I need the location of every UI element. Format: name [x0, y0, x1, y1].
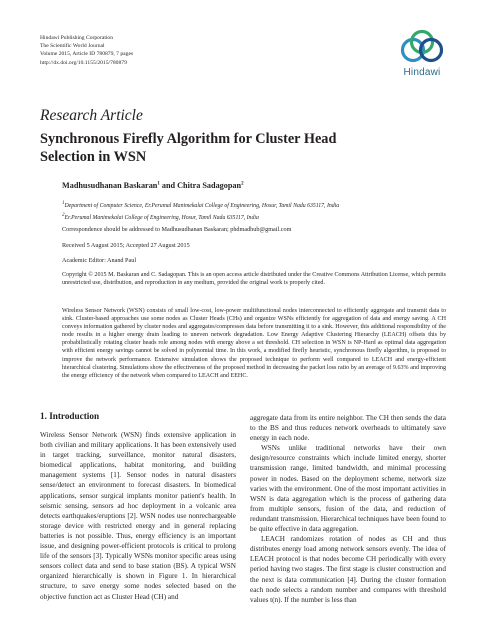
- academic-editor: Academic Editor: Anand Paul: [62, 257, 137, 264]
- body-paragraph: Wireless Sensor Network (WSN) finds extensive application in both civilian and military applications. It has been extensively used in target tracking, surveillance, monitor natural disasters, biomedical applications, habitat monitoring, and building management systems [1]. Sensor nodes in natural disasters sense/detect an environment to forecast disasters. In biomedical applications, sensor surgical implants monitor patient's health. In seismic sensing, sensors ad hoc deployment in a volcanic area detects earthquakes/eruptions [2]. WSN nodes use nonrechargeable storage device with restricted energy and in general replacing batteries is not possible. Thus, energy efficiency is an important issue, and designing power-efficient protocols is critical to prolong life of the sensors [3]. Typically WSNs monitor specific areas using sensors collect data and send to base station (BS). A typical WSN organized hierarchically is shown in Figure 1. In hierarchical structure, to save energy some nodes selected based on the objective function act as Cluster Head (CH) and: [40, 431, 236, 601]
- article-title: Synchronous Firefly Algorithm for Cluster Head Selection in WSN: [40, 131, 337, 165]
- article-type: Research Article: [40, 107, 143, 124]
- affiliation-line: [62, 211, 339, 223]
- author-affiliation-mark: 2: [241, 181, 244, 187]
- body-column-left: [40, 430, 236, 602]
- doi-link[interactable]: http://dx.doi.org/10.1155/2015/780879: [40, 59, 127, 66]
- copyright-notice: Copyright © 2015 M. Baskaran and C. Sadagopan. This is an open access article distributed under the Creative Commons Attribution License, which permits unrestricted use, distribution, and reproduction in any medium, provided the original work is properly cited.: [62, 272, 446, 287]
- abstract: Wireless Sensor Network (WSN) consists of small low-cost, low-power multifunctional nodes interconnected to efficiently aggregate and transmit data to sink. Cluster-based approaches use some nodes as Cluster Heads (CHs) and organize WSNs efficiently for aggregation of data and energy saving. A CH conveys information gathered by cluster nodes and aggregates/compresses data before transmitting it to a sink. However, this additional responsibility of the node results in a higher energy drain leading to uneven network degradation. Low Energy Adaptive Clustering Hierarchy (LEACH) offsets this by probabilistically rotating cluster heads role among nodes with energy above a set threshold. CH selection in WSN is NP-Hard as optimal data aggregation with efficient energy savings cannot be solved in polynomial time. In this work, a modified firefly heuristic, synchronous firefly algorithm, is proposed to improve the network performance. Extensive simulation shows the proposed technique to perform well compared to LEACH and energy-efficient hierarchical clustering. Simulations show the effectiveness of the proposed method in decreasing the packet loss ratio by an average of 9.63% and improving the energy efficiency of the network when compared to LEACH and EEHC.: [62, 308, 446, 379]
- author-name: Madhusudhanan Baskaran: [62, 181, 158, 190]
- logo-wordmark: Hindawi: [403, 67, 441, 78]
- hindawi-rings-icon: [399, 28, 445, 68]
- journal-name: The Scientific World Journal: [40, 43, 105, 50]
- section-heading: 1. Introduction: [40, 411, 100, 421]
- body-column-right: [250, 413, 446, 605]
- body-paragraph: aggregate data from its entire neighbor. The CH then sends the data to the BS and thus reduces network overheads to ultimately save energy in each node.: [250, 414, 446, 443]
- author-list: [62, 181, 244, 190]
- publisher-name: Hindawi Publishing Corporation: [40, 35, 114, 41]
- affiliation-mark: 2: [62, 213, 65, 219]
- affiliation-mark: 1: [62, 201, 65, 206]
- affiliation-line: [62, 199, 339, 211]
- author-connector: and: [159, 181, 178, 190]
- body-paragraph: LEACH randomizes rotation of nodes as CH and thus distributes energy load among network sensors evenly. The idea of LEACH protocol is that nodes become CH periodically with every period having two stages. The first stage is cluster construction and the next is data communication [4]. During the cluster formation each node selects a random number and compares with threshold values t(n). If the number is less than: [250, 535, 446, 604]
- affiliation-text: Er.Perumal Manimekalai College of Engineering, Hosur, Tamil Nadu 635117, India: [64, 215, 259, 222]
- received-accepted-dates: Received 5 August 2015; Accepted 27 August 2015: [62, 242, 190, 249]
- volume-info: Volume 2015, Article ID 780879, 7 pages: [40, 51, 134, 58]
- hindawi-logo: [392, 28, 452, 84]
- body-paragraph: WSNs unlike traditional networks have their own design/resource constraints which include limited energy, shorter transmission range, limited bandwidth, and minimal processing power in nodes. Based on the deployment scheme, network size varies with the environment. One of the most important activities in WSN is data aggregation which is the process of gathering data from multiple sensors, fusion of the data, and reduction of redundant transmission. Hierarchical techniques have been found to be quite effective in data aggregation.: [250, 444, 446, 534]
- correspondence: Correspondence should be addressed to Madhusudhanan Baskaran; phdmadhub@gmail.com: [62, 226, 292, 233]
- publication-info: [40, 34, 133, 67]
- affiliation-text: Department of Computer Science, Er.Perumal Manimekalai College of Engineering, Hosur, Tamil Nadu 635117, India: [64, 202, 340, 209]
- author-affiliation-mark: 1: [157, 181, 160, 187]
- author-name: Chitra Sadagopan: [177, 181, 242, 190]
- affiliations: [62, 199, 339, 224]
